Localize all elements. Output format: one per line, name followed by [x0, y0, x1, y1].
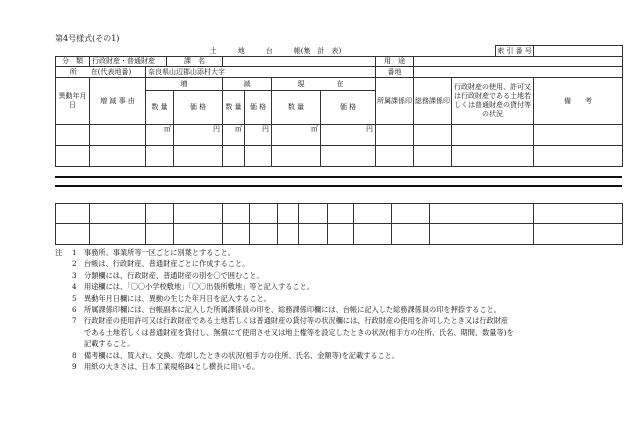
table-row [56, 224, 623, 245]
note-text: 用紙の大きさは、日本工業規格B4とし横長に用いる。 [84, 362, 260, 372]
cell[interactable] [245, 146, 272, 167]
note-text: 分類欄には、行政財産、普通財産の別を〇で囲むこと。 [84, 270, 264, 280]
cell[interactable] [534, 146, 623, 167]
cell[interactable] [174, 146, 223, 167]
index-number-value[interactable] [534, 46, 623, 57]
note-text: 異動年月日欄には、異動の生じた年月日を記入すること。 [84, 293, 271, 303]
use-value[interactable] [414, 57, 623, 67]
cell[interactable] [90, 146, 146, 167]
note-text: 事務所、事業所等一区ごとに別葉とすること。 [84, 248, 235, 257]
cell[interactable] [452, 146, 534, 167]
cell[interactable] [430, 204, 534, 224]
col-general-affairs-stamp: 総務課係印 [414, 78, 452, 125]
note-number: 5 [72, 293, 77, 303]
decrease-quantity: 数 量 [223, 91, 245, 125]
note-number: 4 [72, 282, 77, 292]
note-item [55, 258, 625, 269]
table-row [56, 146, 623, 167]
col-reason: 増 減 事 由 [90, 78, 146, 125]
note-text: 行政財産の使用許可又は行政財産である土地若しくは普通財産の貸付等の状況欄には、行政財産の使用を許可したとき又は行政財産 [84, 316, 509, 326]
note-number: 3 [72, 270, 77, 280]
cell[interactable] [278, 224, 299, 245]
separator-line [55, 176, 622, 178]
note-number: 9 [72, 362, 77, 372]
note-number: 7 [72, 316, 77, 326]
note-item [55, 281, 625, 292]
current-price: 価 格 [321, 91, 376, 125]
col-current: 現 在 [272, 78, 376, 91]
unit-yen: 円 [245, 125, 272, 146]
location-label: 所 在(代表地番) [56, 67, 146, 78]
cell[interactable] [56, 125, 90, 146]
category-value[interactable]: 行政財産・普通財産 [90, 57, 167, 67]
cell[interactable] [376, 146, 414, 167]
cell[interactable] [90, 204, 146, 224]
cell[interactable] [414, 125, 452, 146]
cell[interactable] [354, 224, 392, 245]
section-value[interactable] [223, 57, 376, 67]
unit-area: ㎡ [272, 125, 321, 146]
cell[interactable] [430, 224, 534, 245]
note-number: 1 [72, 248, 77, 257]
col-remarks: 備 考 [534, 78, 623, 125]
cell[interactable] [376, 125, 414, 146]
category-label: 分 類 [56, 57, 90, 67]
note-item [55, 315, 625, 326]
unit-area: ㎡ [146, 125, 174, 146]
notes-section [55, 247, 625, 372]
notes-prefix: 注 [55, 248, 63, 257]
cell[interactable] [299, 204, 328, 224]
use-label: 用 途 [376, 57, 414, 67]
table-row [56, 125, 623, 146]
decrease-price: 価 格 [245, 91, 272, 125]
location-value[interactable]: 奈良県山辺郡山添村大字 [146, 67, 376, 78]
cell[interactable] [452, 125, 534, 146]
col-change-date: 異動年月日 [56, 78, 90, 125]
cell[interactable] [56, 146, 90, 167]
cell[interactable] [392, 224, 430, 245]
separator-line [55, 185, 622, 187]
cell[interactable] [250, 224, 278, 245]
note-text: 備考欄には、買入れ、交換、売却したときの状況(相手方の住所、氏名、金額等)を記載すること。 [84, 350, 400, 360]
cell[interactable] [392, 204, 430, 224]
col-increase: 増 [146, 78, 223, 91]
cell[interactable] [223, 146, 245, 167]
cell[interactable] [534, 224, 623, 245]
cell[interactable] [223, 224, 250, 245]
col-decrease: 減 [223, 78, 272, 91]
cell[interactable] [250, 204, 278, 224]
unit-area: ㎡ [223, 125, 245, 146]
cell[interactable] [90, 224, 146, 245]
cell[interactable] [146, 204, 174, 224]
cell[interactable] [354, 204, 392, 224]
cell[interactable] [174, 204, 223, 224]
note-text: 所属課係印欄には、台帳副本に記入した所属課係員の印を、総務課係印欄には、台帳に記入した総務課係員の印を押捺すること。 [84, 305, 501, 315]
lot-number-label: 番地 [376, 67, 414, 78]
unit-yen: 円 [174, 125, 223, 146]
note-item [55, 247, 625, 258]
lot-number-value[interactable] [414, 67, 623, 78]
cell[interactable] [534, 204, 623, 224]
note-item [55, 361, 625, 372]
cell[interactable] [299, 224, 328, 245]
note-number: 8 [72, 350, 77, 360]
section-label: 課 名 [167, 57, 223, 67]
continuation-table [55, 203, 623, 245]
cell[interactable] [56, 204, 90, 224]
note-number: 2 [72, 259, 77, 269]
note-item [55, 304, 625, 315]
cell[interactable] [328, 204, 354, 224]
cell[interactable] [414, 146, 452, 167]
form-number: 第4号様式(その1) [55, 34, 120, 43]
cell[interactable] [223, 204, 250, 224]
note-text: 台帳は、行政財産、普通財産ごとに作成すること。 [84, 259, 250, 269]
note-text: 用途欄には、「〇〇小学校敷地」「〇〇出張所敷地」等と記入すること。 [84, 282, 314, 292]
note-item [55, 350, 625, 361]
cell[interactable] [272, 146, 321, 167]
note-item [55, 270, 625, 281]
cell[interactable] [174, 224, 223, 245]
index-number-label: 索 引 番 号 [497, 46, 532, 55]
cell[interactable] [278, 204, 299, 224]
unit-yen: 円 [321, 125, 376, 146]
cell[interactable] [146, 146, 174, 167]
cell[interactable] [321, 146, 376, 167]
note-continuation: である土地若しくは普通財産を貸付し、無償にて使用させ又は地上権等を設定したときの状況(相手方の住所、氏名、期間、数量等)を [84, 327, 514, 337]
col-section-stamp: 所属課係印 [376, 78, 414, 125]
table-row [56, 204, 623, 224]
cell[interactable] [146, 224, 174, 245]
cell[interactable] [328, 224, 354, 245]
cell[interactable] [534, 125, 623, 146]
cell[interactable] [90, 125, 146, 146]
cell[interactable] [56, 224, 90, 245]
increase-quantity: 数 量 [146, 91, 174, 125]
note-continuation: 記載すること。 [84, 339, 135, 349]
current-quantity: 数 量 [272, 91, 321, 125]
ledger-table [55, 45, 623, 167]
increase-price: 価 格 [174, 91, 223, 125]
note-number: 6 [72, 305, 77, 315]
note-item [55, 293, 625, 304]
ledger-title: 土 地 台 帳(集 計 表) [56, 46, 496, 57]
col-usage-status: 行政財産の使用、許可又は行政財産である土地若しくは普通財産の貸付等の状況 [452, 78, 534, 125]
